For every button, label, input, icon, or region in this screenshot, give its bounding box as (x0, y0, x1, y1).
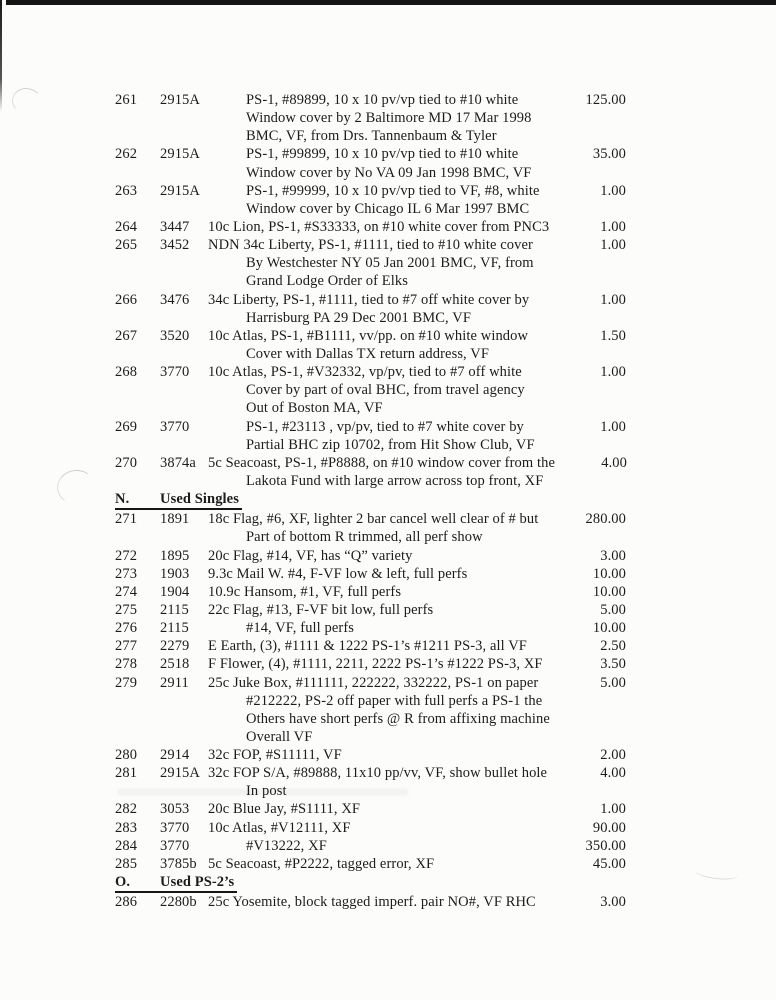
scan-artifact-arc-mid-left (55, 468, 97, 507)
description-line: 5c Seacoast, PS-1, #P8888, on #10 window cover from the (208, 454, 556, 471)
description-line: 10.9c Hansom, #1, VF, full perfs (208, 583, 402, 600)
lot-number: 262 (115, 146, 138, 163)
lot-price: 1.00 (600, 237, 626, 254)
lot-list (115, 91, 626, 911)
catalog-number: 2911 (160, 674, 189, 691)
lot-number: 280 (115, 747, 138, 764)
catalog-number: 3785b (160, 855, 197, 872)
section-title: Used Singles (160, 491, 239, 508)
lot-row (115, 855, 626, 873)
section-header (115, 490, 242, 510)
description-line: Part of bottom R trimmed, all perf show (246, 529, 483, 546)
lot-price: 1.00 (600, 364, 626, 381)
catalog-number: 3053 (160, 801, 190, 818)
scan-artifact-left-edge (0, 0, 2, 112)
lot-description (208, 236, 558, 290)
description-line: 10c Atlas, PS-1, #V32332, vp/pv, tied to #7 off white (208, 364, 522, 381)
lot-number: 285 (115, 855, 138, 872)
lot-description (208, 619, 558, 637)
lot-row (115, 291, 626, 327)
lot-description (208, 454, 559, 490)
description-line: PS-1, #99899, 10 x 10 pv/vp tied to #10 white (246, 146, 519, 163)
lot-row (115, 601, 626, 619)
lot-price: 90.00 (592, 819, 626, 836)
catalog-number: 1904 (160, 583, 190, 600)
description-line: 10c Lion, PS-1, #S33333, on #10 white cover from PNC3 (208, 218, 550, 235)
lot-price: 125.00 (585, 92, 626, 108)
description-line: Lakota Fund with large arrow across top front, XF (246, 472, 544, 489)
description-line: Window cover by 2 Baltimore MD 17 Mar 1998 (246, 110, 532, 127)
lot-row (115, 764, 626, 800)
lot-price: 10.00 (592, 620, 626, 637)
lot-price: 350.00 (585, 837, 626, 854)
lot-row (115, 819, 626, 837)
lot-description (208, 893, 558, 911)
lot-number: 261 (115, 92, 138, 108)
lot-number: 275 (115, 601, 138, 618)
lot-number: 271 (115, 511, 138, 528)
lot-row (115, 454, 626, 490)
lot-description (208, 746, 558, 764)
lot-description (208, 837, 558, 855)
description-line: 32c FOP S/A, #89888, 11x10 pp/vv, VF, show bullet hole (208, 765, 548, 782)
description-line: F Flower, (4), #1111, 2211, 2222 PS-1’s #1222 PS-3, XF (208, 656, 543, 673)
description-line: Others have short perfs @ R from affixing machine (246, 710, 550, 727)
lot-number: 268 (115, 364, 138, 381)
lot-number: 272 (115, 547, 138, 564)
lot-description (208, 583, 558, 601)
lot-description (208, 291, 558, 327)
catalog-number: 3520 (160, 327, 190, 344)
lot-row (115, 218, 626, 236)
section-header-row (115, 873, 626, 893)
description-line: NDN 34c Liberty, PS-1, #1111, tied to #10 white cover (208, 237, 533, 254)
lot-row (115, 145, 626, 181)
lot-price: 3.00 (600, 547, 626, 564)
lot-price: 1.00 (600, 418, 626, 435)
catalog-number: 1903 (160, 565, 190, 582)
section-letter: N. (115, 491, 130, 508)
lot-description (208, 363, 558, 417)
lot-row (115, 327, 626, 363)
lot-description (208, 91, 558, 145)
lot-number: 264 (115, 218, 138, 235)
lot-row (115, 619, 626, 637)
section-header (115, 873, 237, 893)
lot-price: 2.00 (600, 747, 626, 764)
description-line: PS-1, #23113 , vp/pv, tied to #7 white cover by (246, 418, 524, 435)
description-line: Cover with Dallas TX return address, VF (246, 345, 489, 362)
description-line: E Earth, (3), #1111 & 1222 PS-1’s #1211 PS-3, all VF (208, 638, 527, 655)
lot-description (208, 800, 558, 818)
lot-price: 3.50 (600, 656, 626, 673)
lot-number: 282 (115, 801, 138, 818)
lot-price: 1.00 (600, 182, 626, 199)
lot-description (208, 601, 558, 619)
lot-number: 284 (115, 837, 138, 854)
description-line: PS-1, #99999, 10 x 10 pv/vp tied to VF, #8, white (246, 182, 540, 199)
catalog-number: 2915A (160, 146, 200, 163)
lot-description (208, 819, 558, 837)
lot-number: 269 (115, 418, 138, 435)
lot-row (115, 655, 626, 673)
lot-price: 10.00 (592, 565, 626, 582)
catalog-number: 3770 (160, 364, 190, 381)
lot-description (208, 510, 558, 546)
lot-price: 3.00 (600, 894, 626, 911)
lot-number: 276 (115, 620, 138, 637)
lot-description (208, 182, 558, 218)
lot-row (115, 837, 626, 855)
lot-row (115, 547, 626, 565)
description-line: Window cover by No VA 09 Jan 1998 BMC, VF (246, 164, 532, 181)
lot-row (115, 236, 626, 290)
section-title: Used PS-2’s (160, 874, 235, 891)
lot-price: 10.00 (592, 583, 626, 600)
description-line: Out of Boston MA, VF (246, 400, 383, 417)
description-line: In post (246, 783, 287, 800)
lot-price: 1.00 (600, 218, 626, 235)
description-line: #14, VF, full perfs (246, 620, 355, 637)
lot-description (208, 418, 558, 454)
description-line: 25c Juke Box, #111111, 222222, 332222, PS-1 on paper (208, 674, 539, 691)
description-line: 18c Flag, #6, XF, lighter 2 bar cancel well clear of # but (208, 511, 539, 528)
catalog-number: 2915A (160, 92, 200, 108)
lot-price: 4.00 (600, 765, 626, 782)
lot-number: 278 (115, 656, 138, 673)
description-line: Window cover by Chicago IL 6 Mar 1997 BMC (246, 200, 530, 217)
catalog-number: 2914 (160, 747, 190, 764)
catalog-number: 1895 (160, 547, 190, 564)
lot-number: 270 (115, 454, 138, 471)
catalog-number: 1891 (160, 511, 190, 528)
catalog-number: 2279 (160, 638, 190, 655)
lot-number: 265 (115, 237, 138, 254)
lot-row (115, 91, 626, 145)
description-line: Partial BHC zip 10702, from Hit Show Club, VF (246, 436, 535, 453)
scan-artifact-top-bar (6, 0, 776, 5)
lot-description (208, 565, 558, 583)
lot-price: 1.00 (600, 801, 626, 818)
description-line: 20c Blue Jay, #S1111, XF (208, 801, 361, 818)
catalog-number: 2280b (160, 894, 197, 911)
description-line: 9.3c Mail W. #4, F-VF low & left, full perfs (208, 565, 468, 582)
lot-description (208, 547, 558, 565)
section-letter: O. (115, 874, 131, 891)
catalog-number: 2115 (160, 620, 189, 637)
lot-price: 2.50 (600, 638, 626, 655)
lot-number: 283 (115, 819, 138, 836)
catalog-number: 3770 (160, 819, 190, 836)
lot-price: 280.00 (585, 511, 626, 528)
lot-description (208, 674, 558, 747)
description-line: Cover by part of oval BHC, from travel agency (246, 382, 525, 399)
catalog-number: 3874a (160, 454, 196, 471)
lot-description (208, 855, 558, 873)
description-line: 5c Seacoast, #P2222, tagged error, XF (208, 855, 435, 872)
catalog-number: 2915A (160, 765, 200, 782)
lot-row (115, 182, 626, 218)
scan-artifact-arc-top-left (11, 87, 43, 116)
description-line: #V13222, XF (246, 837, 327, 854)
lot-number: 277 (115, 638, 138, 655)
lot-row (115, 583, 626, 601)
lot-row (115, 363, 626, 417)
lot-number: 273 (115, 565, 138, 582)
lot-description (208, 145, 558, 181)
lot-row (115, 800, 626, 818)
lot-number: 281 (115, 765, 138, 782)
description-line: 22c Flag, #13, F-VF bit low, full perfs (208, 601, 434, 618)
section-header-row (115, 490, 626, 510)
description-line: #212222, PS-2 off paper with full perfs a PS-1 the (246, 692, 543, 709)
lot-row (115, 674, 626, 747)
catalog-number: 3447 (160, 218, 190, 235)
scan-artifact-squiggle-right (693, 863, 738, 881)
catalog-number: 3452 (160, 237, 190, 254)
description-line: 10c Atlas, #V12111, XF (208, 819, 351, 836)
lot-description (208, 764, 558, 800)
lot-price: 5.00 (600, 601, 626, 618)
lot-row (115, 746, 626, 764)
lot-description (208, 655, 558, 673)
lot-number: 267 (115, 327, 138, 344)
lot-price: 4.00 (601, 454, 628, 471)
lot-description (208, 218, 558, 236)
lot-number: 263 (115, 182, 138, 199)
description-line: 20c Flag, #14, VF, has “Q” variety (208, 547, 413, 564)
catalog-number: 3476 (160, 291, 190, 308)
lot-price: 1.00 (600, 291, 626, 308)
description-line: Overall VF (246, 728, 313, 745)
lot-number: 279 (115, 674, 138, 691)
lot-price: 45.00 (592, 855, 626, 872)
description-line: 25c Yosemite, block tagged imperf. pair NO#, VF RHC (208, 894, 536, 911)
catalog-number: 2115 (160, 601, 189, 618)
lot-number: 274 (115, 583, 138, 600)
description-line: By Westchester NY 05 Jan 2001 BMC, VF, from (246, 255, 534, 272)
lot-price: 35.00 (592, 146, 626, 163)
lot-number: 286 (115, 894, 138, 911)
description-line: BMC, VF, from Drs. Tannenbaum & Tyler (246, 128, 497, 145)
lot-row (115, 510, 626, 546)
description-line: Grand Lodge Order of Elks (246, 273, 408, 290)
description-line: 34c Liberty, PS-1, #1111, tied to #7 off white cover by (208, 291, 530, 308)
lot-number: 266 (115, 291, 138, 308)
lot-price: 1.50 (600, 327, 626, 344)
lot-price: 5.00 (600, 674, 626, 691)
lot-row (115, 565, 626, 583)
catalog-number: 3770 (160, 418, 190, 435)
lot-row (115, 637, 626, 655)
catalog-number: 2518 (160, 656, 190, 673)
catalog-number: 3770 (160, 837, 190, 854)
lot-row (115, 893, 626, 911)
catalog-number: 2915A (160, 182, 200, 199)
lot-description (208, 637, 558, 655)
description-line: Harrisburg PA 29 Dec 2001 BMC, VF (246, 309, 471, 326)
lot-description (208, 327, 558, 363)
description-line: PS-1, #89899, 10 x 10 pv/vp tied to #10 white (246, 92, 519, 108)
description-line: 10c Atlas, PS-1, #B1111, vv/pp. on #10 white window (208, 327, 529, 344)
description-line: 32c FOP, #S11111, VF (208, 747, 342, 764)
lot-row (115, 418, 626, 454)
